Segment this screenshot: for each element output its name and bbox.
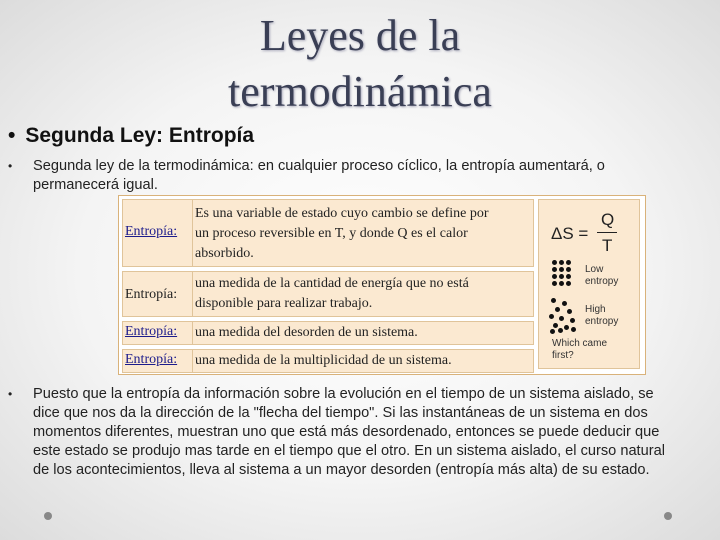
entropy-definitions-table [118,195,646,375]
low-entropy-label [585,264,618,288]
term-link[interactable]: Entropía: [125,224,178,239]
high-entropy-dots [549,298,579,332]
question-line: first? [552,350,574,361]
entropy-illustration [538,199,640,369]
formula-numerator: Q [601,210,615,229]
high-label-line: High [585,304,606,315]
table-row [122,199,534,267]
definition-line: una medida de la multiplicidad de un sistema. [195,353,452,368]
definition-line: disponible para realizar trabajo. [195,296,373,311]
title-line-2: termodinámica [228,67,492,116]
question-caption [552,338,607,362]
low-label-line: Low [585,264,604,275]
definition-line: una medida de la cantidad de energía que no está [195,276,469,291]
definition-cell [192,272,531,316]
title-line-1: Leyes de la [259,11,461,60]
formula-delta-s: ΔS = [551,224,589,243]
definition-cell [192,322,531,344]
heading-bullet: • [8,124,16,147]
definition-line: absorbido. [195,246,254,261]
table-row [122,349,534,373]
term-link[interactable]: Entropía: [125,324,178,339]
section-heading [8,124,254,148]
table-row [122,271,534,317]
term-label: Entropía: [125,287,178,302]
definition-line: un proceso reversible en T, y donde Q es el calor [195,226,468,241]
low-entropy-dots [552,260,572,284]
bullet-paragraph-2 [8,385,678,480]
nav-dot-left [44,512,52,520]
formula-denominator: T [602,236,613,255]
question-line: Which came [552,338,608,349]
slide-title [150,8,570,120]
high-label-line: entropy [585,316,619,327]
definition-line: Es una variable de estado cuyo cambio se define por [195,206,489,221]
table-row [122,321,534,345]
nav-dot-right [664,512,672,520]
paragraph-1-text: Segunda ley de la termodinámica: en cualquier proceso cíclico, la entropía aumentará, o permanecerá igual. [33,158,605,193]
definition-cell [192,200,531,266]
high-entropy-label [585,304,618,328]
fraction-bar [597,232,617,233]
definition-line: una medida del desorden de un sistema. [195,325,418,340]
heading-text: Segunda Ley: Entropía [25,124,255,147]
paragraph-2-text: Puesto que la entropía da información sobre la evolución en el tiempo de un sistema aislado, se dice que nos da la dirección de la "flecha del tiempo". Si las instantáneas de un sistema en dos momentos diferentes, muestran uno que está más desordenado, entonces se puede deducir que este estado se produjo mas tarde en el tiempo que el otro. En un sistema aislado, el curso natural de los acontecimientos, lleva al sistema a un mayor desorden (entropía más alta) de su estado. [33,386,665,478]
bullet-paragraph-1 [8,157,678,195]
definition-cell [192,350,531,372]
bullet-2: • [8,387,13,401]
low-label-line: entropy [585,276,619,287]
term-link[interactable]: Entropía: [125,352,178,367]
bullet-1: • [8,159,13,173]
